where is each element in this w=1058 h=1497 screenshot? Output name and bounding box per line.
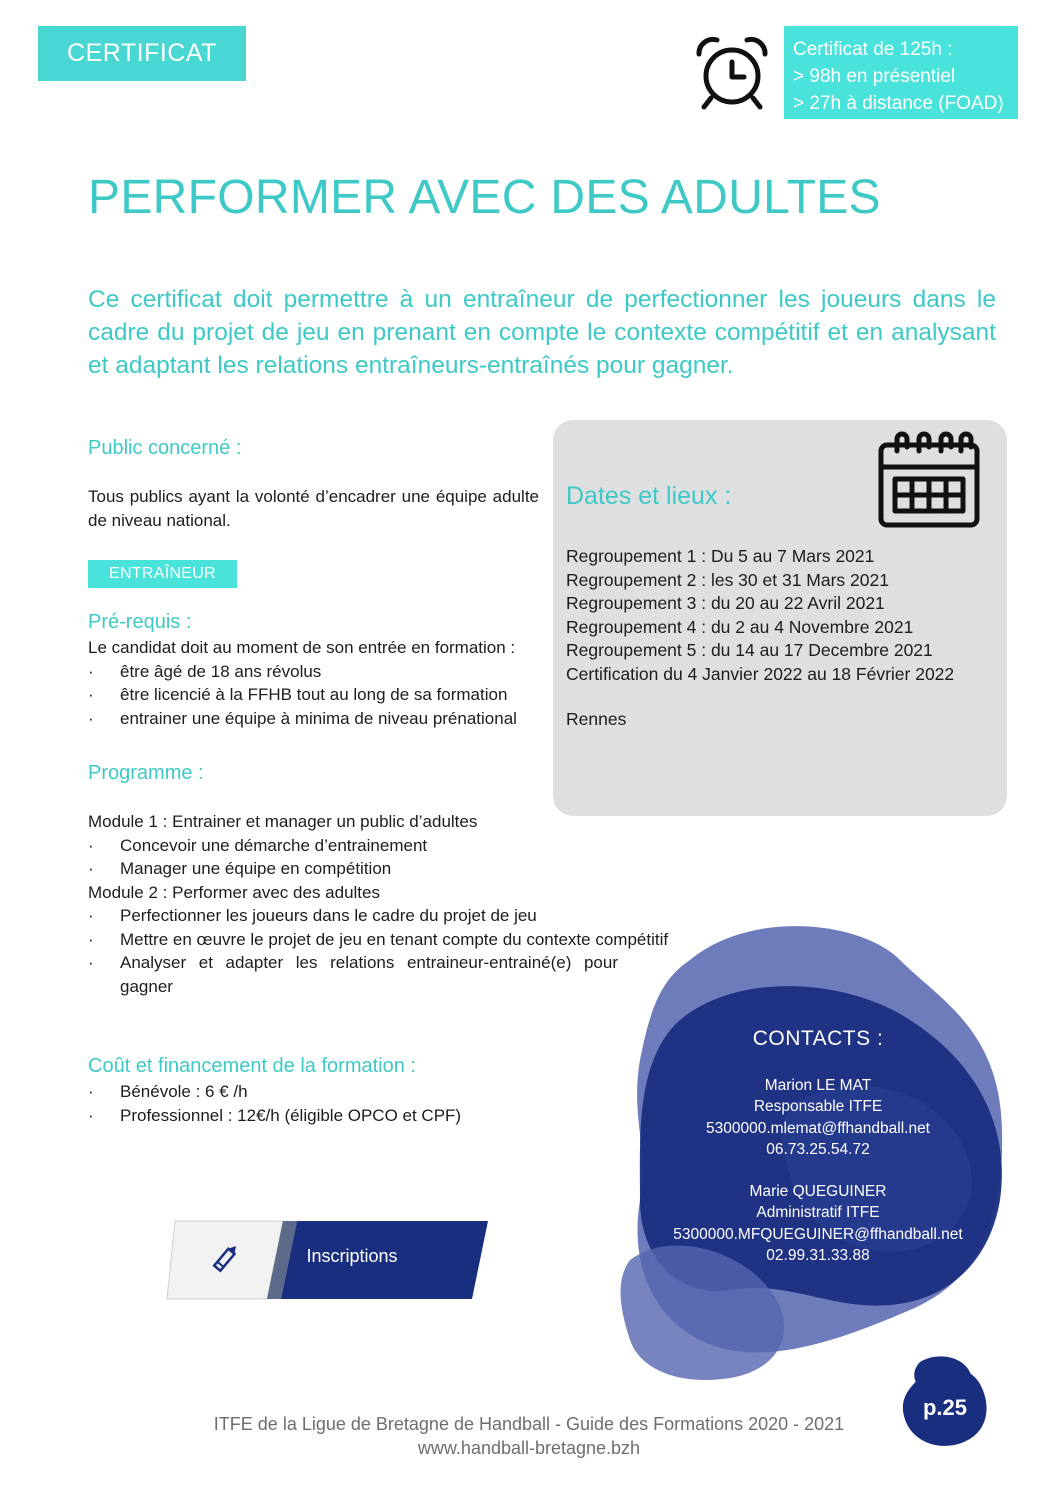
contact-phone: 02.99.31.33.88 (766, 1247, 870, 1265)
list-item: · Mettre en œuvre le projet de jeu en tenant compte du contexte compétitif (88, 928, 618, 952)
contact-name: Marie QUEGUINER (749, 1183, 887, 1201)
cout-block (88, 1080, 548, 1127)
list-item: · Bénévole : 6 € /h (88, 1080, 548, 1104)
hours-line: Certificat de 125h : (793, 39, 953, 60)
date-line: Regroupement 3 : du 20 au 22 Avril 2021 (566, 593, 885, 613)
date-line: Regroupement 1 : Du 5 au 7 Mars 2021 (566, 546, 875, 566)
dates-list (566, 545, 954, 686)
module1-title: Module 1 : Entrainer et manager un public d’adultes (88, 812, 478, 831)
contact-phone: 06.73.25.54.72 (766, 1140, 870, 1158)
page-title: PERFORMER AVEC DES ADULTES (88, 171, 881, 224)
date-line: Regroupement 5 : du 14 au 17 Decembre 2021 (566, 640, 933, 660)
prerequis-block (88, 636, 548, 730)
intro-paragraph: Ce certificat doit permettre à un entraîneur de perfectionner les joueurs dans le cadre du projet de jeu en prenant en compte le contexte compétitif et en analysant et adaptant les relations entraîneurs-entraînés pour gagner. (88, 286, 996, 379)
entraineur-badge: ENTRAÎNEUR (88, 560, 237, 588)
calendar-icon (877, 429, 981, 529)
contacts-heading: CONTACTS : (752, 1027, 884, 1050)
page-number: p.25 (922, 1395, 968, 1420)
dates-heading: Dates et lieux : (566, 482, 732, 510)
date-line: Certification du 4 Janvier 2022 au 18 Février 2022 (566, 663, 955, 684)
prerequis-intro: Le candidat doit au moment de son entrée en formation : (88, 638, 516, 657)
module1-list (88, 834, 618, 881)
hours-box (784, 26, 1018, 119)
list-item: · Concevoir une démarche d’entrainement (88, 834, 618, 858)
public-text: Tous publics ayant la volonté d’encadrer une équipe adulte de niveau national. (88, 487, 539, 530)
list-item: · Analyser et adapter les relations entraineur-entrainé(e) pour gagner (88, 951, 618, 998)
list-item: · Perfectionner les joueurs dans le cadre du projet de jeu (88, 904, 618, 928)
list-item: · entrainer une équipe à minima de niveau prénational (88, 707, 548, 731)
module2-title: Module 2 : Performer avec des adultes (88, 882, 380, 902)
list-item: · être licencié à la FFHB tout au long de sa formation (88, 683, 548, 707)
list-item: · Professionnel : 12€/h (éligible OPCO et CPF) (88, 1104, 548, 1128)
inscriptions-label[interactable]: Inscriptions (306, 1246, 398, 1266)
date-line: Regroupement 4 : du 2 au 4 Novembre 2021 (566, 616, 914, 637)
footer-url[interactable]: www.handball-bretagne.bzh (417, 1438, 641, 1458)
list-item: · Manager une équipe en compétition (88, 857, 618, 881)
hours-line: > 27h à distance (FOAD) (793, 93, 1004, 114)
prerequis-list (88, 660, 548, 731)
prerequis-heading: Pré-requis : (88, 611, 192, 633)
public-heading: Public concerné : (88, 437, 242, 459)
cout-list (88, 1080, 548, 1127)
contacts-panel (640, 1027, 996, 1266)
contact-email[interactable]: 5300000.mlemat@ffhandball.net (706, 1119, 930, 1137)
cout-heading: Coût et financement de la formation : (88, 1055, 416, 1077)
module2-list (88, 904, 669, 998)
date-line: Regroupement 2 : les 30 et 31 Mars 2021 (566, 569, 889, 590)
alarm-clock-icon (693, 34, 771, 112)
programme-block (88, 810, 669, 998)
certificat-tag: CERTIFICAT (38, 26, 246, 81)
city: Rennes (566, 709, 627, 729)
contact-role: Administratif ITFE (756, 1204, 880, 1222)
list-item: · être âgé de 18 ans révolus (88, 660, 548, 684)
contact-email[interactable]: 5300000.MFQUEGUINER@ffhandball.net (673, 1225, 963, 1243)
footer-line: ITFE de la Ligue de Bretagne de Handball - Guide des Formations 2020 - 2021 (213, 1414, 845, 1434)
hours-line: > 98h en présentiel (793, 66, 956, 87)
programme-heading: Programme : (88, 762, 204, 784)
contact-name: Marion LE MAT (764, 1077, 872, 1094)
contact-role: Responsable ITFE (753, 1098, 883, 1116)
